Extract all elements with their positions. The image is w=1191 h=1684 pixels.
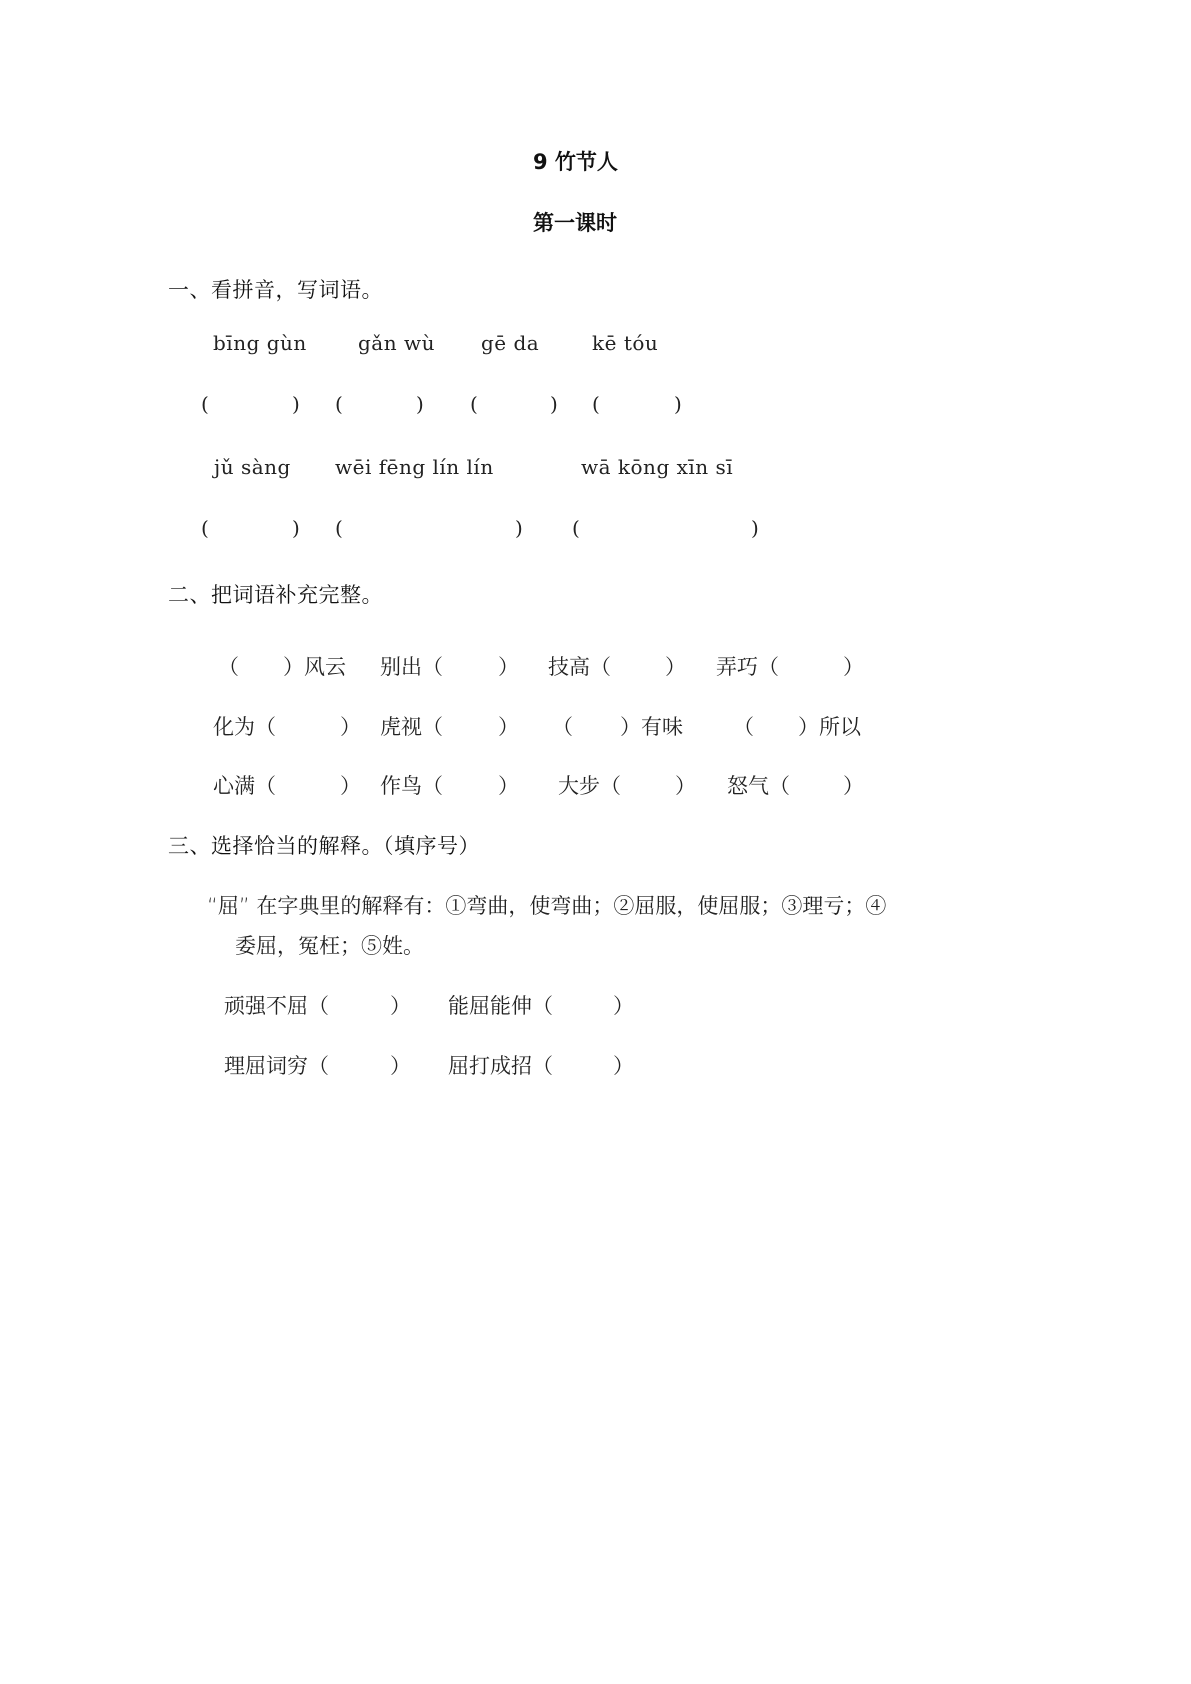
pinyin-item: gē da: [481, 331, 540, 355]
item-prefix: 作鸟（: [380, 774, 443, 798]
open-paren: (: [470, 392, 478, 416]
item-prefix: 屈打成招（: [448, 1054, 553, 1078]
item-suffix: ）: [498, 655, 519, 679]
definition-text-line2: 委屈，冤枉；⑤姓。: [235, 934, 424, 958]
close-paren: ): [674, 392, 682, 416]
item-suffix: ）: [613, 1054, 634, 1078]
item-suffix: ）: [665, 655, 686, 679]
pinyin-item: bīng gùn: [213, 331, 307, 355]
item-prefix: （: [552, 715, 573, 739]
item-suffix: ）: [843, 774, 864, 798]
pinyin-item: kē tóu: [592, 331, 659, 355]
pinyin-item: wēi fēng lín lín: [335, 455, 494, 479]
item-prefix: 心满（: [213, 774, 276, 798]
close-paren: ): [550, 392, 558, 416]
pinyin-item: gǎn wù: [358, 331, 435, 355]
open-paren: (: [201, 392, 209, 416]
item-suffix: ）: [390, 994, 411, 1018]
section2-heading: 二、把词语补充完整。: [168, 583, 383, 607]
close-paren: ): [292, 516, 300, 540]
open-paren: (: [335, 392, 343, 416]
item-prefix: （: [733, 715, 754, 739]
item-suffix: ）所以: [798, 715, 861, 739]
item-suffix: ）有味: [620, 715, 683, 739]
close-paren: ): [751, 516, 759, 540]
item-prefix: （: [218, 655, 239, 679]
item-suffix: ）风云: [283, 655, 346, 679]
item-suffix: ）: [340, 774, 361, 798]
open-paren: (: [572, 516, 580, 540]
item-prefix: 怒气（: [727, 774, 790, 798]
item-suffix: ）: [498, 774, 519, 798]
open-paren: (: [592, 392, 600, 416]
section3-heading: 三、选择恰当的解释。（填序号）: [168, 834, 480, 858]
pinyin-item: wā kōng xīn sī: [581, 455, 734, 479]
item-prefix: 弄巧（: [716, 655, 779, 679]
section1-heading: 一、看拼音，写词语。: [168, 278, 383, 302]
item-prefix: 虎视（: [380, 715, 443, 739]
item-suffix: ）: [340, 715, 361, 739]
close-paren: ): [416, 392, 424, 416]
item-prefix: 技高（: [548, 655, 611, 679]
item-suffix: ）: [843, 655, 864, 679]
page-title: 9 竹节人: [533, 150, 618, 174]
lesson-subtitle: 第一课时: [533, 211, 617, 235]
item-prefix: 化为（: [213, 715, 276, 739]
item-prefix: 别出（: [380, 655, 443, 679]
item-suffix: ）: [675, 774, 696, 798]
definition-text-line1: “屈” 在字典里的解释有：①弯曲，使弯曲；②屈服，使屈服；③理亏；④: [207, 894, 887, 918]
item-prefix: 大步（: [558, 774, 621, 798]
close-paren: ): [292, 392, 300, 416]
pinyin-item: jǔ sàng: [214, 455, 291, 479]
item-prefix: 理屈词穷（: [224, 1054, 329, 1078]
item-prefix: 顽强不屈（: [224, 994, 329, 1018]
open-paren: (: [201, 516, 209, 540]
item-suffix: ）: [613, 994, 634, 1018]
open-paren: (: [335, 516, 343, 540]
item-suffix: ）: [498, 715, 519, 739]
close-paren: ): [515, 516, 523, 540]
item-suffix: ）: [390, 1054, 411, 1078]
item-prefix: 能屈能伸（: [448, 994, 553, 1018]
